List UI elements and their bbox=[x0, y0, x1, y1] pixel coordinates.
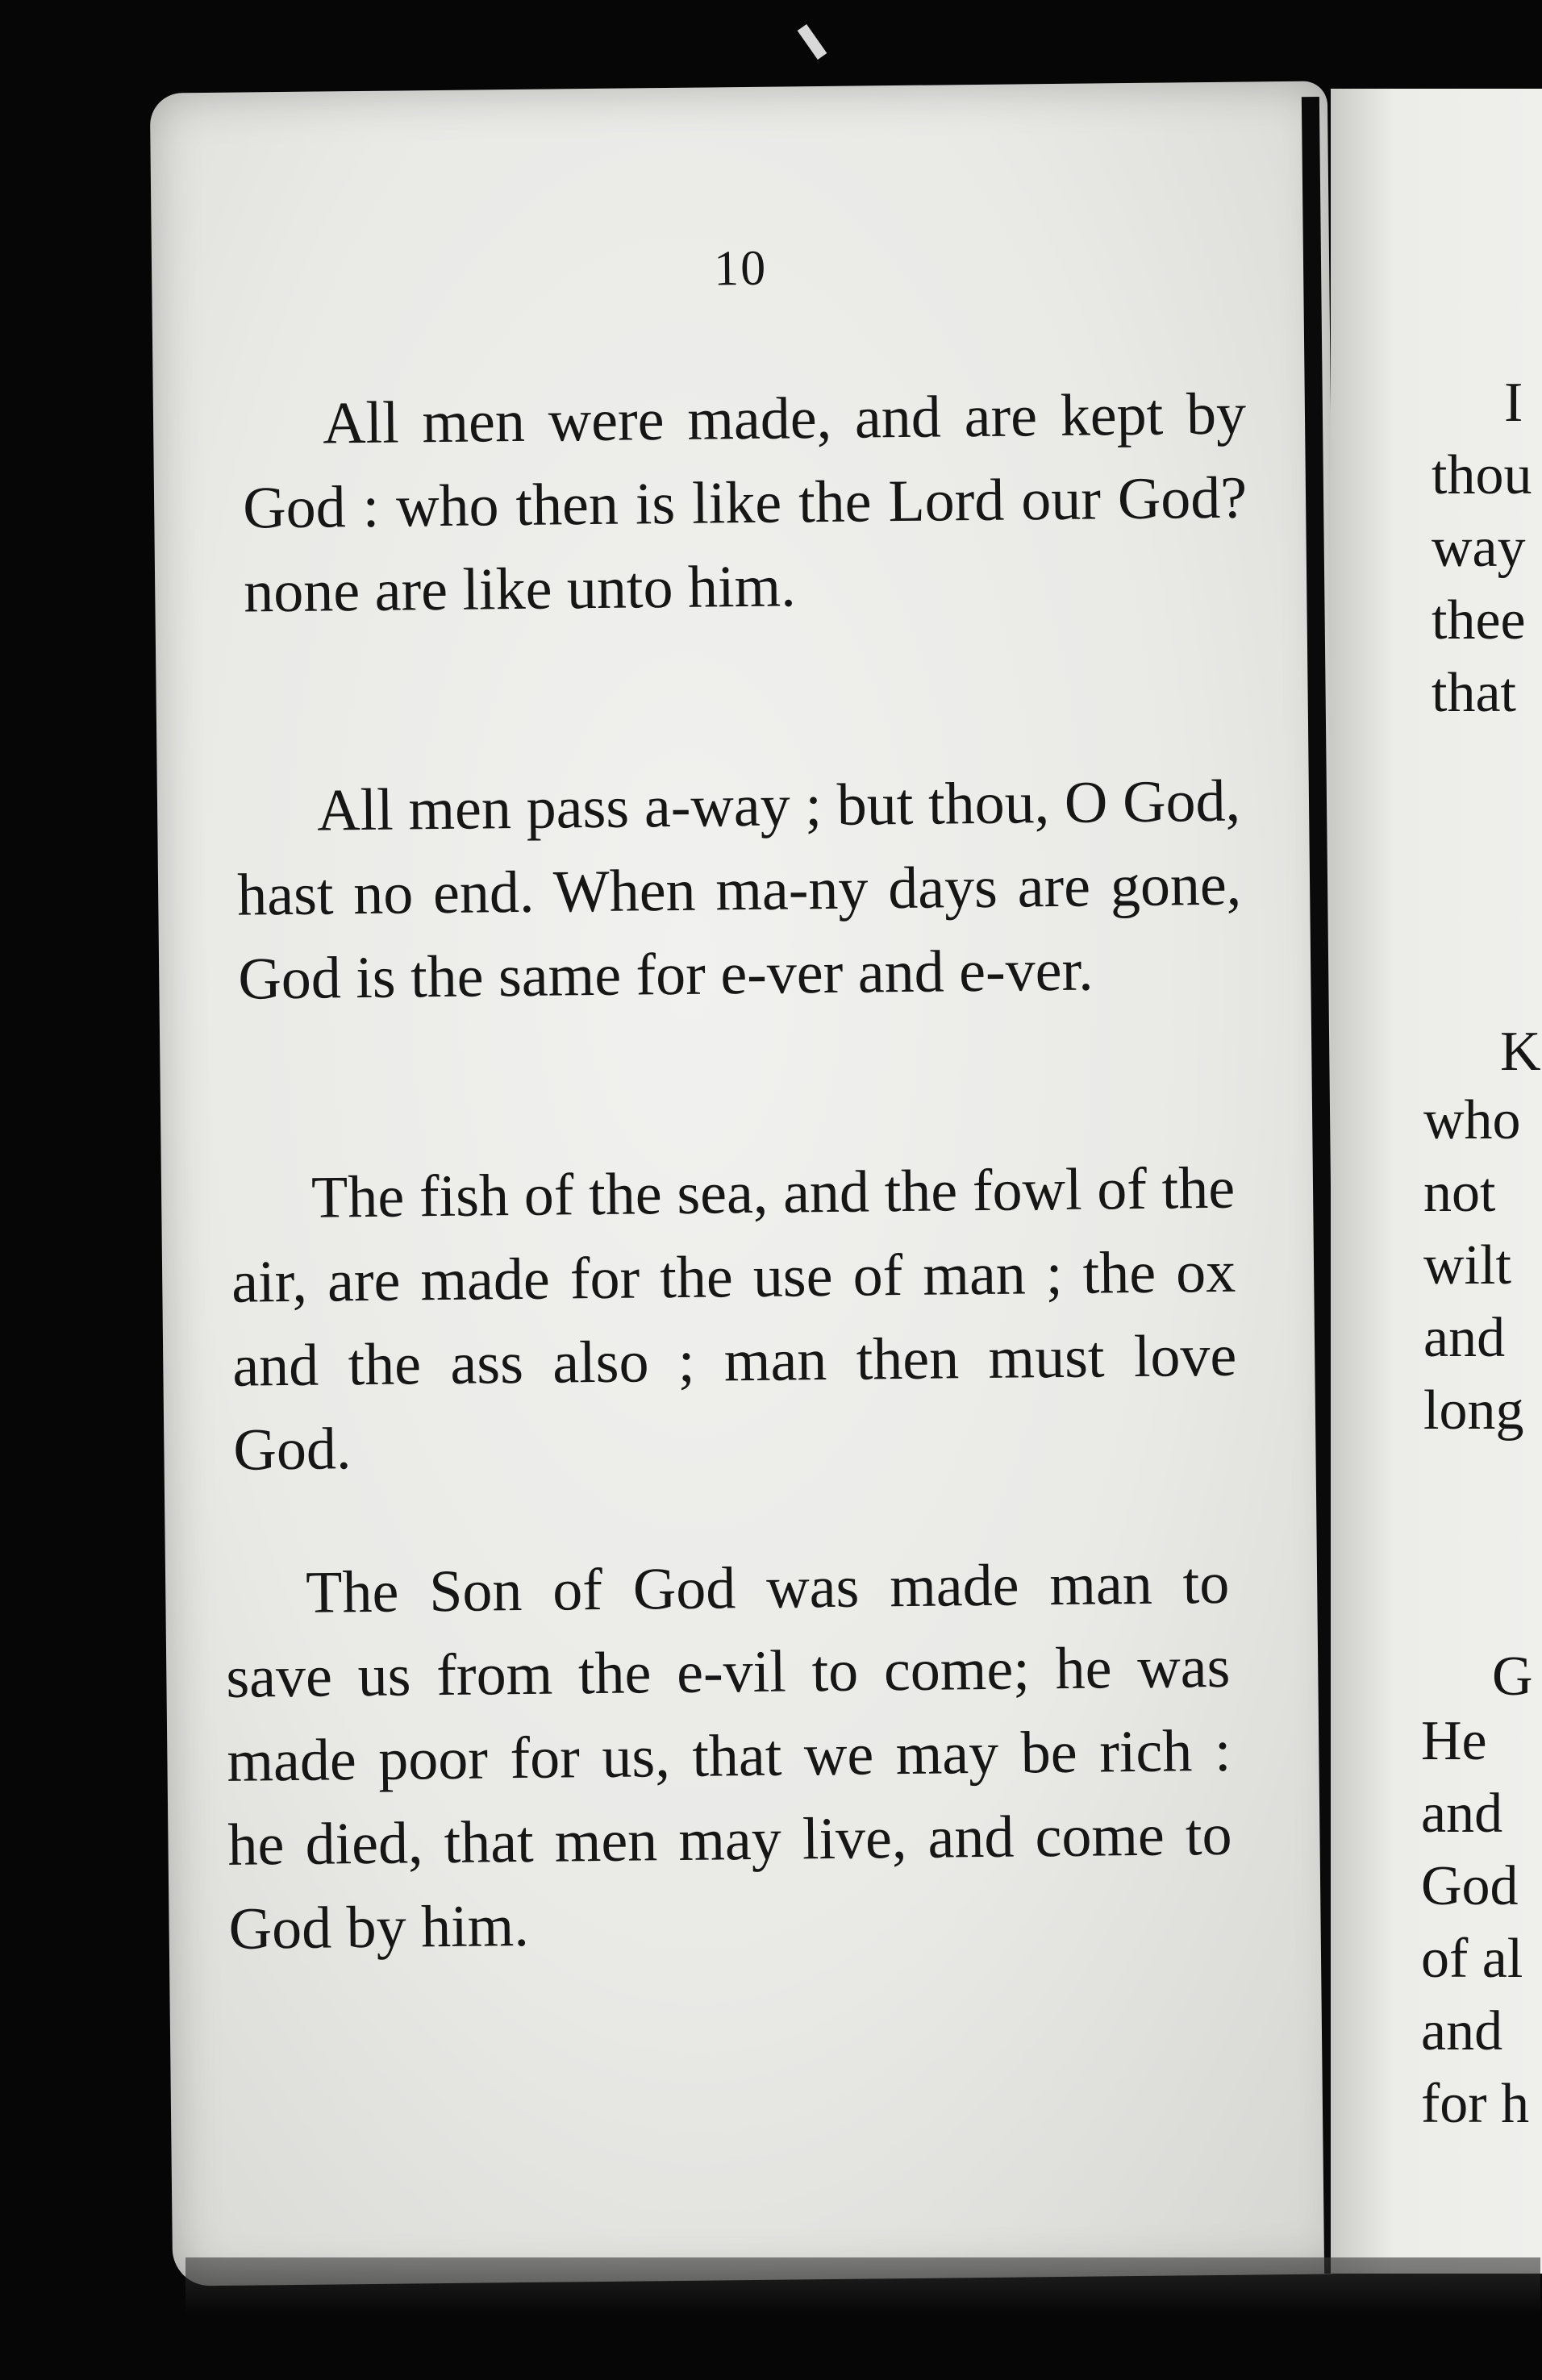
facing-page-edge bbox=[1331, 89, 1542, 2274]
facing-page-fragment: that bbox=[1432, 662, 1516, 724]
facing-page-fragment: not bbox=[1423, 1162, 1496, 1224]
paragraph bbox=[225, 1542, 1233, 1971]
facing-page-fragment: and bbox=[1421, 1783, 1503, 1845]
paragraph-text: All men were made, and are kept by God : who then is like the Lord our God? none are like unto him. bbox=[242, 381, 1248, 626]
facing-page-fragment: He bbox=[1421, 1710, 1487, 1772]
facing-page-fragment: and bbox=[1421, 2000, 1503, 2062]
facing-page-fragment: for h bbox=[1421, 2073, 1530, 2135]
facing-page-fragment: thee bbox=[1432, 589, 1526, 651]
facing-page-fragment: G bbox=[1492, 1646, 1533, 1708]
facing-page-fragment: thou bbox=[1432, 444, 1532, 506]
paragraph bbox=[236, 759, 1243, 1021]
paragraph-text: The Son of God was made man to save us from the e-vil to come; he was made poor for us, that we may be rich : he died, that men may live, and come to God by him. bbox=[225, 1550, 1232, 1962]
facing-page-fragment: and bbox=[1423, 1307, 1506, 1369]
paragraph bbox=[242, 372, 1248, 635]
facing-page-fragment: K bbox=[1500, 1021, 1541, 1083]
paragraph-text: The fish of the sea, and the fowl of the air, are made for the use of man ; the ox and the ass also ; man then must love God. bbox=[231, 1155, 1237, 1483]
facing-page-fragment: wilt bbox=[1423, 1234, 1511, 1296]
facing-page-fragment: long bbox=[1423, 1379, 1524, 1442]
scan-speck bbox=[798, 24, 827, 60]
facing-page-fragment: of al bbox=[1421, 1928, 1523, 1990]
page-bottom-edge bbox=[185, 2257, 1540, 2314]
paragraph bbox=[231, 1146, 1238, 1492]
facing-page-fragment: I bbox=[1504, 372, 1523, 434]
left-page bbox=[150, 81, 1350, 2286]
paragraph-text: All men pass a-way ; but thou, O God, hast no end. When ma-ny days are gone, God is the same for e-ver and e-ver. bbox=[236, 768, 1242, 1013]
facing-page-fragment: God bbox=[1421, 1855, 1519, 1917]
facing-page-fragment: way bbox=[1432, 517, 1526, 579]
facing-page-fragment: who bbox=[1423, 1089, 1521, 1151]
page-number: 10 bbox=[713, 240, 768, 297]
